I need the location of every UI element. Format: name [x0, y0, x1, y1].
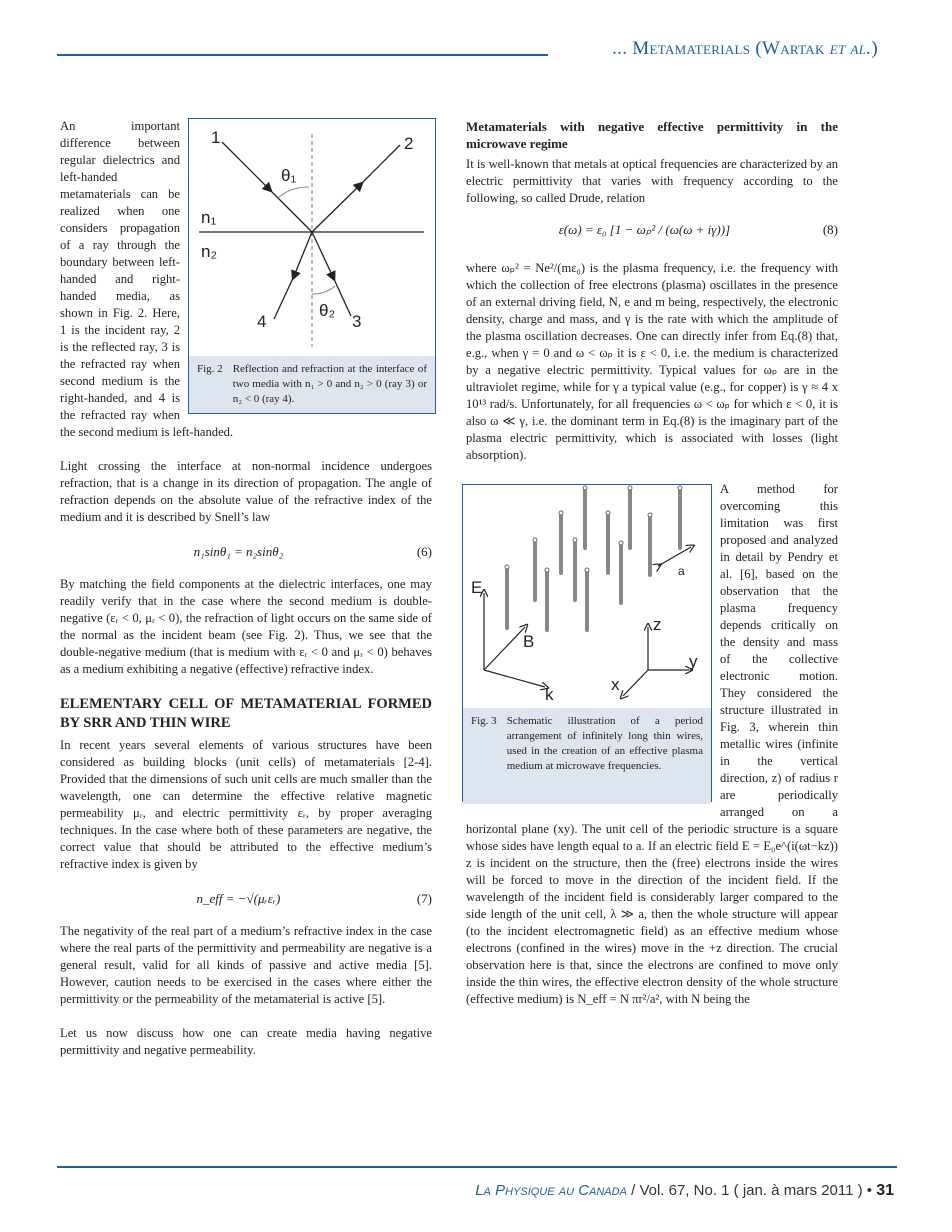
paragraph: By matching the field components at the dielectric interfaces, one may readily verify that in the case where the second medium is double-negative (εᵣ < 0, μᵣ < 0), the refraction of light occurs on the same side of the normal as the incident beam (see Fig. 2). Thus, we see that the double-negative medium (that is medium with εᵣ < 0 and μᵣ < 0) behaves as a medium exhibiting a negative (effective) refractive index. [60, 577, 432, 676]
paragraph: In recent years several elements of various structures have been considered as building blocks (unit cells) of metamaterials [2-4]. Provided that the dimensions of such unit cells are much smaller than the wavelength, one can determine the effective relative magnetic permeability μᵣ, and electric permittivity εᵣ, by proper averaging techniques. In the case where both of these parameters are negative, the correct value that should be attributed to the effective medium’s refractive index is given by [60, 738, 432, 871]
subsection-heading: Metamaterials with negative effective permittivity in the microwave regime [466, 119, 838, 151]
running-title: ... Metamaterials (Wartak [612, 38, 830, 59]
header-rule [57, 54, 548, 56]
equation-8 [466, 221, 838, 238]
figure-2 [188, 118, 436, 414]
paragraph: Light crossing the interface at non-normal incidence undergoes refraction, that is a change in its direction of propagation. The angle of refraction depends on the absolute value of the refractive index of the medium and it is described by Snell’s law [60, 459, 432, 524]
figure-3 [462, 484, 712, 802]
n1-label: n₁ [201, 208, 217, 227]
ray-1-label: 1 [211, 128, 221, 147]
z-axis-label: z [653, 615, 662, 634]
k-vector-label: k [545, 685, 554, 703]
footer-rule [57, 1166, 897, 1168]
e-field-label: E [471, 578, 483, 597]
left-column [60, 118, 432, 1076]
y-axis-label: y [689, 652, 698, 671]
journal-name: La Physique au Canada [475, 1182, 627, 1199]
paragraph: A method for overcoming this limitation was first proposed and analyzed in detail by Pendry et al. [6], based on the observation that the plasma frequency depends critically on the density and mass of the collective electronic motion. They considered the structure illustrated in Fig. 3, wherein thin metallic wires (infinite in the vertical direction, z) of radius r are periodically arranged on a horizontal plane (xy). The unit cell of the periodic structure is a square whose sides have length equal to a. If an electric field E = E₀e^(i(ωt−kz)) z is incident on the structure, then the (free) electrons inside the wires will be forced to move in the direction of the incident field. If the wavelength of the incident field is considerably larger compared to the side length of the unit cell, λ ≫ a, then the whole structure will appear (to the incident electromagnetic field) as an effective medium whose electrons (confined in the wires) move in the +z direction. The crucial observation here is that, since the electrons are confined to move only inside the thin wires, the effective electron density of the whole structure (effective medium) is N_eff = N πr²/a², with N being the [466, 482, 838, 1006]
equation-number: (8) [822, 222, 838, 237]
section-heading: ELEMENTARY CELL OF METAMATERIAL FORMED BY SRR AND THIN WIRE [60, 696, 432, 731]
b-field-label: B [523, 632, 535, 651]
paragraph: It is well-known that metals at optical frequencies are characterized by an electric permittivity that varies with frequency according to the following, so called Drude, relation [466, 157, 838, 205]
figure-3-caption [463, 708, 711, 804]
caption-text: Schematic illustration of a period arrangement of infinitely long thin wires, used in the creation of an effective plasma medium at microwave frequencies. [506, 715, 703, 772]
theta1-label: θ₁ [281, 166, 297, 185]
wire-array-diagram [463, 485, 710, 703]
x-axis-label: x [611, 675, 620, 694]
caption-label: Fig. 2 [197, 363, 223, 375]
running-header [612, 38, 878, 60]
paragraph: where ωₚ² = Ne²/(mε₀) is the plasma frequency, i.e. the frequency with which the collection of free electrons (plasma) oscillates in the presence of an external driving field, N, e and m being, respectively, the electronic density, charge and mass, and γ is the rate with which the amplitude of the plasma oscillation decreases. One can directly infer from Eq.(8) that, e.g., when γ = 0 and ω < ωₚ it is ε < 0, i.e. the medium is characterized by a negative electric permittivity. Typical values for ωₚ are in the ultraviolet regime, while for γ a typical value (e.g., for copper) is γ ≈ 4 x 10¹³ rad/s. Unfortunately, for all frequencies ω < ωₚ for which ε < 0, it is also ω ≪ γ, i.e. the dominant term in Eq.(8) is the imaginary part of the plasma electric permittivity, which is associated with losses (light absorption). [466, 261, 838, 462]
n2-label: n₂ [201, 242, 218, 261]
theta2-label: θ₂ [319, 301, 336, 320]
equation-7 [60, 890, 432, 907]
equation-number: (7) [416, 891, 432, 906]
paragraph: Let us now discuss how one can create media having negative permittivity and negative permeability. [60, 1026, 432, 1057]
issue-info: / Vol. 67, No. 1 ( jan. à mars 2011 ) • [626, 1182, 877, 1199]
paragraph: An important difference between regular dielectrics and left-handed metamaterials can be realized when one considers propagation of a ray through the boundary between left-handed and right-handed media, as shown in Fig. 2. Here, 1 is the incident ray, 2 is the reflected ray, 3 is the refracted ray when second medium is the right-handed, and 4 is the refracted ray when the second medium is left-handed. [60, 119, 234, 439]
equation-number: (6) [416, 544, 432, 559]
running-title-authors: et al. [829, 38, 872, 59]
figure-2-caption [189, 356, 435, 413]
caption-label: Fig. 3 [471, 715, 497, 727]
page-number: 31 [876, 1182, 894, 1199]
refraction-diagram [189, 119, 434, 351]
equation: n₁sinθ₁ = n₂sinθ₂ [193, 544, 284, 559]
caption-text: Reflection and refraction at the interface of two media with n₁ > 0 and n₂ > 0 (ray 3) or n₂ < 0 (ray 4). [232, 363, 427, 405]
equation: ε(ω) = ε₀ [1 − ωₚ² / (ω(ω + iγ))] [558, 222, 731, 237]
equation: n_eff = −√(μᵣεᵣ) [196, 891, 281, 906]
ray-4-label: 4 [257, 312, 267, 331]
running-title-close: ) [871, 38, 878, 59]
right-column [466, 118, 838, 1025]
lattice-constant-label: a [678, 564, 685, 578]
ray-2-label: 2 [404, 134, 414, 153]
paragraph: The negativity of the real part of a medium’s refractive index in the case where the real parts of the permittivity and permeability are negative is a general result, valid for all kinds of passive and active media [5]. However, caution needs to be exercised in the cases where either the permittivity or the permeability of the metamaterial is active [5]. [60, 924, 432, 1006]
equation-6 [60, 543, 432, 560]
footer [475, 1182, 894, 1200]
ray-3-label: 3 [352, 312, 362, 331]
